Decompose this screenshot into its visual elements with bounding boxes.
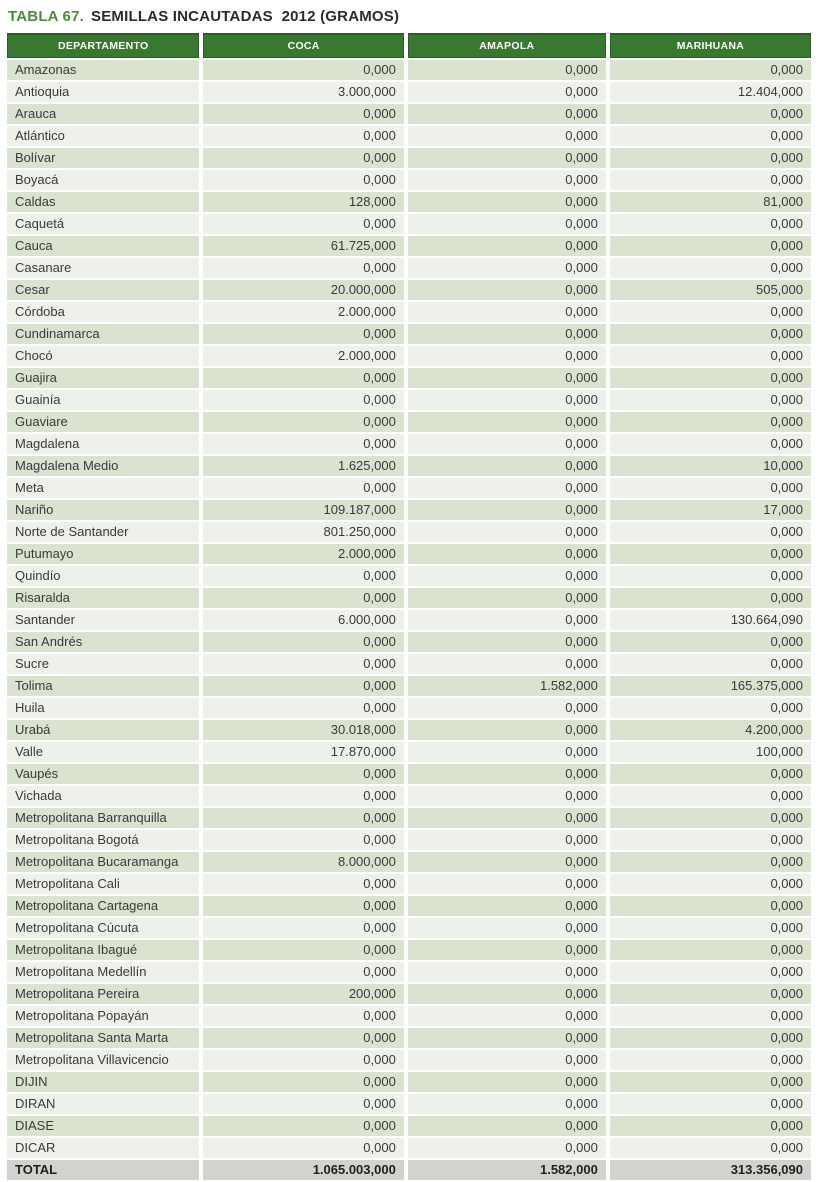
cell-marihuana: 0,000	[610, 1138, 811, 1158]
cell-coca: 0,000	[203, 104, 403, 124]
cell-coca: 1.625,000	[203, 456, 403, 476]
cell-amapola: 0,000	[408, 258, 606, 278]
table-row	[7, 544, 811, 564]
cell-amapola: 0,000	[408, 434, 606, 454]
cell-amapola: 0,000	[408, 368, 606, 388]
cell-amapola: 0,000	[408, 236, 606, 256]
table-row	[7, 1050, 811, 1070]
cell-marihuana: 0,000	[610, 434, 811, 454]
cell-coca: 8.000,000	[203, 852, 403, 872]
cell-marihuana: 505,000	[610, 280, 811, 300]
table-row	[7, 764, 811, 784]
cell-marihuana: 0,000	[610, 874, 811, 894]
cell-marihuana: 0,000	[610, 1028, 811, 1048]
cell-departamento: Atlántico	[7, 126, 199, 146]
cell-departamento: DIASE	[7, 1116, 199, 1136]
cell-coca: 20.000,000	[203, 280, 403, 300]
table-row	[7, 412, 811, 432]
table-row	[7, 698, 811, 718]
cell-departamento: Metropolitana Santa Marta	[7, 1028, 199, 1048]
cell-departamento: TOTAL	[7, 1160, 199, 1180]
cell-coca: 128,000	[203, 192, 403, 212]
table-row	[7, 742, 811, 762]
cell-coca: 0,000	[203, 324, 403, 344]
cell-coca: 0,000	[203, 434, 403, 454]
cell-marihuana: 0,000	[610, 566, 811, 586]
table-row	[7, 192, 811, 212]
table-row	[7, 346, 811, 366]
cell-coca: 0,000	[203, 214, 403, 234]
cell-coca: 0,000	[203, 962, 403, 982]
cell-coca: 0,000	[203, 390, 403, 410]
cell-marihuana: 0,000	[610, 302, 811, 322]
cell-marihuana: 0,000	[610, 698, 811, 718]
table-row	[7, 170, 811, 190]
table-row	[7, 434, 811, 454]
cell-amapola: 0,000	[408, 1072, 606, 1092]
cell-marihuana: 4.200,000	[610, 720, 811, 740]
cell-marihuana: 165.375,000	[610, 676, 811, 696]
cell-coca: 0,000	[203, 368, 403, 388]
cell-marihuana: 0,000	[610, 896, 811, 916]
cell-coca: 3.000,000	[203, 82, 403, 102]
cell-coca: 0,000	[203, 940, 403, 960]
cell-amapola: 0,000	[408, 1006, 606, 1026]
cell-marihuana: 0,000	[610, 852, 811, 872]
cell-amapola: 0,000	[408, 896, 606, 916]
cell-marihuana: 0,000	[610, 1072, 811, 1092]
cell-amapola: 0,000	[408, 456, 606, 476]
cell-marihuana: 0,000	[610, 522, 811, 542]
table-row	[7, 1138, 811, 1158]
cell-amapola: 0,000	[408, 654, 606, 674]
cell-marihuana: 0,000	[610, 346, 811, 366]
cell-amapola: 0,000	[408, 698, 606, 718]
cell-coca: 17.870,000	[203, 742, 403, 762]
cell-coca: 0,000	[203, 1138, 403, 1158]
cell-departamento: Metropolitana Cartagena	[7, 896, 199, 916]
seizures-table	[3, 31, 815, 1182]
cell-amapola: 0,000	[408, 60, 606, 80]
cell-coca: 0,000	[203, 632, 403, 652]
cell-coca: 1.065.003,000	[203, 1160, 403, 1180]
cell-departamento: Metropolitana Popayán	[7, 1006, 199, 1026]
cell-coca: 0,000	[203, 1050, 403, 1070]
cell-amapola: 0,000	[408, 632, 606, 652]
table-row	[7, 104, 811, 124]
cell-departamento: Putumayo	[7, 544, 199, 564]
cell-departamento: Valle	[7, 742, 199, 762]
cell-coca: 0,000	[203, 258, 403, 278]
table-title	[3, 6, 815, 31]
cell-marihuana: 0,000	[610, 236, 811, 256]
cell-amapola: 0,000	[408, 808, 606, 828]
table-row	[7, 654, 811, 674]
cell-amapola: 0,000	[408, 1050, 606, 1070]
cell-departamento: Metropolitana Cali	[7, 874, 199, 894]
cell-marihuana: 0,000	[610, 368, 811, 388]
cell-coca: 0,000	[203, 1116, 403, 1136]
header-row	[7, 33, 811, 58]
cell-amapola: 0,000	[408, 566, 606, 586]
cell-marihuana: 0,000	[610, 412, 811, 432]
cell-coca: 2.000,000	[203, 302, 403, 322]
cell-marihuana: 130.664,090	[610, 610, 811, 630]
cell-amapola: 0,000	[408, 830, 606, 850]
cell-departamento: Caquetá	[7, 214, 199, 234]
table-row	[7, 1006, 811, 1026]
cell-coca: 0,000	[203, 126, 403, 146]
cell-departamento: Chocó	[7, 346, 199, 366]
cell-departamento: Casanare	[7, 258, 199, 278]
cell-amapola: 0,000	[408, 1138, 606, 1158]
cell-departamento: Magdalena	[7, 434, 199, 454]
cell-marihuana: 17,000	[610, 500, 811, 520]
cell-amapola: 0,000	[408, 522, 606, 542]
cell-departamento: Tolima	[7, 676, 199, 696]
cell-departamento: Metropolitana Bucaramanga	[7, 852, 199, 872]
cell-departamento: Córdoba	[7, 302, 199, 322]
cell-amapola: 0,000	[408, 280, 606, 300]
cell-departamento: Metropolitana Pereira	[7, 984, 199, 1004]
cell-coca: 200,000	[203, 984, 403, 1004]
cell-departamento: DIJIN	[7, 1072, 199, 1092]
cell-departamento: Nariño	[7, 500, 199, 520]
cell-departamento: Metropolitana Medellín	[7, 962, 199, 982]
cell-departamento: Caldas	[7, 192, 199, 212]
column-header-coca: COCA	[203, 33, 403, 58]
table-row	[7, 478, 811, 498]
cell-departamento: Cundinamarca	[7, 324, 199, 344]
cell-departamento: Sucre	[7, 654, 199, 674]
cell-amapola: 1.582,000	[408, 1160, 606, 1180]
cell-coca: 0,000	[203, 1028, 403, 1048]
table-row	[7, 214, 811, 234]
table-number-label: TABLA 67.	[8, 8, 84, 25]
cell-departamento: Guainía	[7, 390, 199, 410]
table-row	[7, 236, 811, 256]
cell-amapola: 0,000	[408, 610, 606, 630]
cell-marihuana: 0,000	[610, 544, 811, 564]
cell-coca: 801.250,000	[203, 522, 403, 542]
cell-departamento: Magdalena Medio	[7, 456, 199, 476]
cell-departamento: Meta	[7, 478, 199, 498]
cell-amapola: 0,000	[408, 346, 606, 366]
cell-marihuana: 0,000	[610, 918, 811, 938]
table-title-text: SEMILLAS INCAUTADAS 2012 (GRAMOS)	[90, 8, 400, 25]
table-row	[7, 258, 811, 278]
table-row	[7, 126, 811, 146]
table-row	[7, 786, 811, 806]
cell-amapola: 0,000	[408, 1028, 606, 1048]
cell-amapola: 0,000	[408, 588, 606, 608]
cell-amapola: 0,000	[408, 390, 606, 410]
cell-marihuana: 0,000	[610, 214, 811, 234]
cell-marihuana: 0,000	[610, 984, 811, 1004]
cell-marihuana: 81,000	[610, 192, 811, 212]
cell-coca: 0,000	[203, 698, 403, 718]
cell-amapola: 0,000	[408, 764, 606, 784]
cell-amapola: 0,000	[408, 412, 606, 432]
table-row	[7, 1094, 811, 1114]
table-row	[7, 962, 811, 982]
cell-coca: 0,000	[203, 588, 403, 608]
table-row	[7, 588, 811, 608]
cell-departamento: Vichada	[7, 786, 199, 806]
cell-amapola: 0,000	[408, 148, 606, 168]
table-row	[7, 984, 811, 1004]
table-row	[7, 456, 811, 476]
cell-departamento: San Andrés	[7, 632, 199, 652]
cell-amapola: 0,000	[408, 962, 606, 982]
cell-amapola: 0,000	[408, 192, 606, 212]
cell-coca: 0,000	[203, 808, 403, 828]
cell-departamento: Guaviare	[7, 412, 199, 432]
cell-amapola: 0,000	[408, 918, 606, 938]
cell-marihuana: 0,000	[610, 632, 811, 652]
cell-marihuana: 0,000	[610, 1116, 811, 1136]
cell-amapola: 0,000	[408, 984, 606, 1004]
cell-marihuana: 0,000	[610, 830, 811, 850]
cell-coca: 2.000,000	[203, 346, 403, 366]
cell-coca: 0,000	[203, 170, 403, 190]
cell-marihuana: 0,000	[610, 654, 811, 674]
cell-coca: 0,000	[203, 1006, 403, 1026]
table-row	[7, 676, 811, 696]
cell-marihuana: 0,000	[610, 808, 811, 828]
cell-departamento: DICAR	[7, 1138, 199, 1158]
cell-departamento: Quindío	[7, 566, 199, 586]
cell-marihuana: 0,000	[610, 1094, 811, 1114]
cell-coca: 61.725,000	[203, 236, 403, 256]
cell-marihuana: 313.356,090	[610, 1160, 811, 1180]
cell-departamento: Cesar	[7, 280, 199, 300]
cell-amapola: 0,000	[408, 1116, 606, 1136]
cell-marihuana: 12.404,000	[610, 82, 811, 102]
table-row	[7, 1028, 811, 1048]
cell-departamento: Risaralda	[7, 588, 199, 608]
cell-coca: 0,000	[203, 478, 403, 498]
table-row	[7, 808, 811, 828]
cell-departamento: Cauca	[7, 236, 199, 256]
cell-departamento: Metropolitana Ibagué	[7, 940, 199, 960]
table-row	[7, 1116, 811, 1136]
cell-coca: 0,000	[203, 654, 403, 674]
table-row	[7, 390, 811, 410]
cell-amapola: 0,000	[408, 720, 606, 740]
cell-departamento: Boyacá	[7, 170, 199, 190]
table-row	[7, 148, 811, 168]
table-row	[7, 500, 811, 520]
table-row	[7, 302, 811, 322]
cell-marihuana: 0,000	[610, 764, 811, 784]
table-body	[7, 60, 811, 1180]
column-header-amapola: AMAPOLA	[408, 33, 606, 58]
table-row	[7, 280, 811, 300]
cell-departamento: Metropolitana Barranquilla	[7, 808, 199, 828]
cell-amapola: 0,000	[408, 214, 606, 234]
total-row	[7, 1160, 811, 1180]
table-row	[7, 918, 811, 938]
cell-departamento: Vaupés	[7, 764, 199, 784]
cell-coca: 0,000	[203, 566, 403, 586]
cell-marihuana: 0,000	[610, 1006, 811, 1026]
cell-amapola: 0,000	[408, 478, 606, 498]
table-row	[7, 368, 811, 388]
cell-amapola: 0,000	[408, 544, 606, 564]
column-header-departamento: DEPARTAMENTO	[7, 33, 199, 58]
cell-marihuana: 0,000	[610, 170, 811, 190]
cell-coca: 0,000	[203, 874, 403, 894]
cell-amapola: 0,000	[408, 852, 606, 872]
cell-marihuana: 10,000	[610, 456, 811, 476]
cell-amapola: 0,000	[408, 874, 606, 894]
cell-amapola: 0,000	[408, 170, 606, 190]
table-row	[7, 940, 811, 960]
table-row	[7, 522, 811, 542]
table-row	[7, 830, 811, 850]
cell-coca: 2.000,000	[203, 544, 403, 564]
cell-amapola: 1.582,000	[408, 676, 606, 696]
cell-departamento: Amazonas	[7, 60, 199, 80]
cell-departamento: Arauca	[7, 104, 199, 124]
cell-coca: 0,000	[203, 676, 403, 696]
cell-amapola: 0,000	[408, 742, 606, 762]
table-row	[7, 324, 811, 344]
cell-departamento: Santander	[7, 610, 199, 630]
cell-coca: 0,000	[203, 1094, 403, 1114]
cell-marihuana: 0,000	[610, 962, 811, 982]
cell-departamento: Metropolitana Bogotá	[7, 830, 199, 850]
cell-marihuana: 0,000	[610, 126, 811, 146]
cell-coca: 0,000	[203, 412, 403, 432]
cell-coca: 0,000	[203, 1072, 403, 1092]
cell-departamento: Urabá	[7, 720, 199, 740]
table-row	[7, 896, 811, 916]
cell-marihuana: 0,000	[610, 940, 811, 960]
table-row	[7, 1072, 811, 1092]
cell-amapola: 0,000	[408, 126, 606, 146]
cell-amapola: 0,000	[408, 104, 606, 124]
table-row	[7, 874, 811, 894]
cell-departamento: Guajira	[7, 368, 199, 388]
cell-marihuana: 0,000	[610, 324, 811, 344]
cell-amapola: 0,000	[408, 324, 606, 344]
cell-departamento: DIRAN	[7, 1094, 199, 1114]
cell-amapola: 0,000	[408, 302, 606, 322]
cell-departamento: Metropolitana Villavicencio	[7, 1050, 199, 1070]
cell-amapola: 0,000	[408, 786, 606, 806]
table-row	[7, 60, 811, 80]
table-row	[7, 566, 811, 586]
cell-coca: 0,000	[203, 786, 403, 806]
cell-marihuana: 0,000	[610, 60, 811, 80]
cell-coca: 0,000	[203, 148, 403, 168]
cell-coca: 109.187,000	[203, 500, 403, 520]
cell-amapola: 0,000	[408, 500, 606, 520]
cell-marihuana: 100,000	[610, 742, 811, 762]
cell-marihuana: 0,000	[610, 104, 811, 124]
cell-coca: 0,000	[203, 896, 403, 916]
column-header-marihuana: MARIHUANA	[610, 33, 811, 58]
cell-coca: 0,000	[203, 918, 403, 938]
cell-marihuana: 0,000	[610, 390, 811, 410]
table-row	[7, 632, 811, 652]
table-row	[7, 610, 811, 630]
cell-marihuana: 0,000	[610, 258, 811, 278]
cell-departamento: Antioquia	[7, 82, 199, 102]
cell-marihuana: 0,000	[610, 1050, 811, 1070]
cell-coca: 0,000	[203, 60, 403, 80]
cell-amapola: 0,000	[408, 82, 606, 102]
table-row	[7, 720, 811, 740]
cell-coca: 0,000	[203, 764, 403, 784]
cell-coca: 0,000	[203, 830, 403, 850]
table-row	[7, 82, 811, 102]
cell-coca: 6.000,000	[203, 610, 403, 630]
cell-marihuana: 0,000	[610, 786, 811, 806]
cell-departamento: Bolívar	[7, 148, 199, 168]
cell-amapola: 0,000	[408, 1094, 606, 1114]
cell-marihuana: 0,000	[610, 478, 811, 498]
table-row	[7, 852, 811, 872]
cell-departamento: Norte de Santander	[7, 522, 199, 542]
cell-amapola: 0,000	[408, 940, 606, 960]
cell-marihuana: 0,000	[610, 588, 811, 608]
cell-departamento: Huila	[7, 698, 199, 718]
cell-coca: 30.018,000	[203, 720, 403, 740]
cell-departamento: Metropolitana Cúcuta	[7, 918, 199, 938]
cell-marihuana: 0,000	[610, 148, 811, 168]
